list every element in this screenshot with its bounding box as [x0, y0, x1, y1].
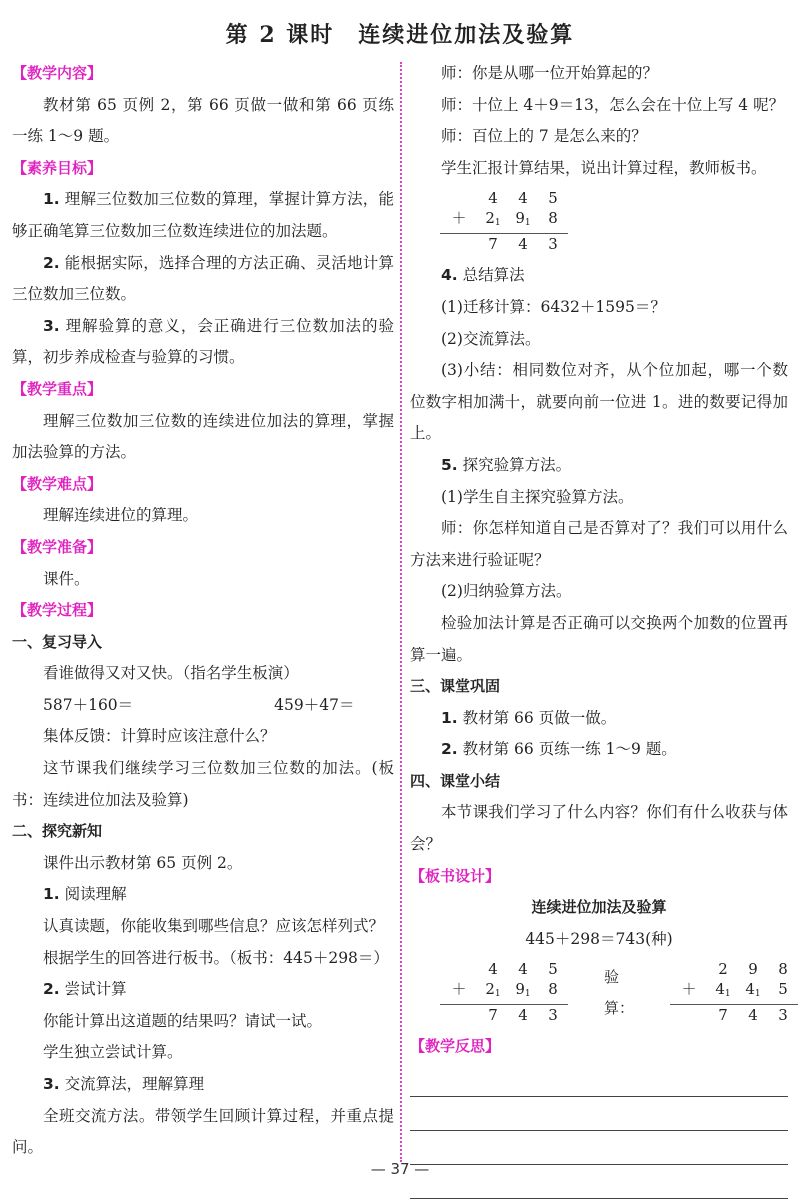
- step-number: 1.: [43, 885, 60, 904]
- goal-1: [12, 184, 394, 247]
- paragraph: 课件出示教材第 65 页例 2。: [43, 853, 243, 872]
- digit: 2: [718, 960, 728, 979]
- section-explore: 二、探究新知: [12, 822, 103, 841]
- vertical-addition: [440, 959, 568, 1025]
- exercise: 459＋47＝: [274, 695, 355, 714]
- heading-difficulties: 【教学难点】: [12, 474, 103, 493]
- heading-board-design: 【板书设计】: [410, 866, 501, 885]
- board-equation: 445＋298＝743(种): [525, 929, 673, 948]
- heading-content: 【教学内容】: [12, 64, 103, 82]
- digit: 9: [748, 960, 758, 979]
- digit: 4: [518, 189, 528, 208]
- paragraph: 理解连续进位的算理。: [43, 506, 199, 525]
- paragraph: 理解三位数加三位数的连续进位加法的算理，掌握加法验算的方法。: [12, 411, 394, 462]
- digit: 3: [778, 1006, 788, 1025]
- carry-mark: 1: [724, 989, 731, 1000]
- check-addition: [670, 959, 798, 1025]
- step-2: [12, 974, 394, 1006]
- plus-sign: ＋: [451, 209, 467, 228]
- step-number: 5.: [441, 455, 458, 474]
- right-column: [410, 58, 788, 1199]
- digit: [508, 979, 538, 1004]
- section-summary: 四、课堂小结: [410, 771, 501, 790]
- vertical-addition: [440, 188, 568, 254]
- exercise-row: [12, 690, 394, 722]
- digit: 4: [488, 189, 498, 208]
- step-text: 探究验算方法。: [457, 455, 572, 474]
- section-consolidate: 三、课堂巩固: [410, 677, 501, 696]
- digit: 5: [548, 960, 558, 979]
- step-4: [410, 260, 788, 292]
- digit: 7: [488, 235, 498, 254]
- left-column: [12, 58, 394, 1164]
- digit-value: 9: [515, 980, 525, 999]
- digit: [738, 979, 768, 1004]
- exercise: 587＋160＝: [43, 695, 134, 714]
- item-text: 教材第 66 页做一做。: [457, 708, 617, 727]
- heading-goals: 【素养目标】: [12, 158, 103, 177]
- heading-process: 【教学过程】: [12, 601, 103, 620]
- digit: 4: [518, 1006, 528, 1025]
- digit: 4: [488, 960, 498, 979]
- carry-mark: 1: [494, 989, 501, 1000]
- step-number: 4.: [441, 266, 458, 285]
- paragraph: 师：百位上的 7 是怎么来的？: [441, 127, 647, 146]
- section-review: 一、复习导入: [12, 632, 103, 651]
- page-number: — 37 —: [370, 1160, 430, 1178]
- paragraph: 师：你怎样知道自己是否算对了？我们可以用什么方法来进行验证呢？: [410, 519, 788, 569]
- digit: 7: [718, 1006, 728, 1025]
- step-text: 交流算法，理解算理: [59, 1075, 205, 1093]
- goal-number: 3.: [43, 316, 60, 335]
- step-1: [12, 879, 394, 911]
- digit: 3: [548, 1006, 558, 1025]
- paragraph: 师：十位上 4＋9＝13，怎么会在十位上写 4 呢？: [441, 95, 785, 114]
- digit: 3: [548, 235, 558, 254]
- paragraph: 师：你是从哪一位开始算起的？: [441, 64, 659, 82]
- heading-preparation: 【教学准备】: [12, 537, 103, 556]
- paragraph: 学生独立尝试计算。: [43, 1043, 183, 1062]
- page-title: 第 2 课时 连续进位加法及验算: [225, 22, 575, 48]
- digit: [708, 979, 738, 1004]
- digit: 7: [488, 1006, 498, 1025]
- reflection-line[interactable]: [410, 1097, 788, 1131]
- step-5: [410, 450, 788, 482]
- step-text: 尝试计算: [59, 980, 127, 999]
- paragraph: (3)小结：相同数位对齐，从个位加起，哪一个数位数字相加满十，就要向前一位进 1。进的数要记得加上。: [410, 361, 788, 443]
- item-text: 教材第 66 页练一练 1～9 题。: [457, 740, 677, 759]
- paragraph: 教材第 65 页例 2，第 66 页做一做和第 66 页练一练 1～9 题。: [12, 95, 394, 146]
- paragraph: 这节课我们继续学习三位数加三位数的加法。(板书：连续进位加法及验算): [12, 759, 394, 809]
- goal-text: 理解验算的意义，会正确进行三位数加法的验算，初步养成检查与验算的习惯。: [12, 316, 394, 367]
- paragraph: 学生汇报计算结果，说出计算过程，教师板书。: [441, 158, 767, 177]
- digit-value: 2: [485, 980, 495, 999]
- reflection-line[interactable]: [410, 1063, 788, 1097]
- goal-number: 2.: [43, 253, 60, 272]
- item-number: 1.: [441, 708, 458, 727]
- paragraph: 全班交流方法。带领学生回顾计算过程，并重点提问。: [12, 1106, 394, 1157]
- paragraph: 检验加法计算是否正确可以交换两个加数的位置再算一遍。: [410, 613, 788, 664]
- paragraph: 集体反馈：计算时应该注意什么？: [43, 727, 276, 746]
- digit: 8: [548, 209, 558, 228]
- item-1: [410, 703, 788, 735]
- digit-value: 9: [515, 209, 525, 228]
- paragraph: 根据学生的回答进行板书。（板书：445＋298＝）: [43, 948, 389, 967]
- check-label: 验算：: [604, 967, 635, 1018]
- digit: 5: [778, 980, 788, 999]
- digit: [508, 208, 538, 233]
- paragraph: (1)学生自主探究验算方法。: [441, 487, 634, 506]
- item-number: 2.: [441, 740, 458, 759]
- plus-sign: ＋: [681, 980, 697, 999]
- step-number: 3.: [43, 1075, 60, 1093]
- goal-text: 能根据实际，选择合理的方法正确、灵活地计算三位数加三位数。: [12, 253, 394, 304]
- step-3: [12, 1069, 394, 1101]
- digit: 8: [548, 980, 558, 999]
- paragraph: (2)交流算法。: [441, 329, 541, 348]
- goal-text: 理解三位数加三位数的算理，掌握计算方法，能够正确笔算三位数加三位数连续进位的加法题。: [12, 190, 394, 240]
- carry-mark: 1: [754, 989, 761, 1000]
- paragraph: 看谁做得又对又快。（指名学生板演）: [43, 664, 299, 683]
- heading-key-points: 【教学重点】: [12, 379, 103, 398]
- digit: 4: [518, 960, 528, 979]
- paragraph: 你能计算出这道题的结果吗？请试一试。: [43, 1011, 323, 1030]
- digit-value: 4: [715, 980, 725, 999]
- digit: 4: [748, 1006, 758, 1025]
- goal-3: [12, 311, 394, 374]
- digit-value: 4: [745, 980, 755, 999]
- digit: [478, 208, 508, 233]
- goal-number: 1.: [43, 190, 60, 209]
- step-number: 2.: [43, 980, 60, 999]
- digit: [478, 979, 508, 1004]
- step-text: 阅读理解: [59, 885, 127, 904]
- item-2: [410, 734, 788, 766]
- carry-mark: 1: [524, 218, 531, 229]
- step-text: 总结算法: [457, 266, 525, 285]
- digit-value: 2: [485, 209, 495, 228]
- column-divider: [400, 62, 402, 1162]
- heading-reflection: 【教学反思】: [410, 1037, 501, 1056]
- paragraph: (2)归纳验算方法。: [441, 582, 572, 601]
- paragraph: (1)迁移计算：6432＋1595＝？: [441, 297, 666, 316]
- goal-2: [12, 248, 394, 311]
- paragraph: 课件。: [43, 569, 90, 588]
- carry-mark: 1: [494, 218, 501, 229]
- plus-sign: ＋: [451, 980, 467, 999]
- digit: 8: [778, 960, 788, 979]
- paragraph: 认真读题，你能收集到哪些信息？应该怎样列式？: [43, 917, 385, 936]
- board-title: 连续进位加法及验算: [531, 898, 667, 917]
- paragraph: 本节课我们学习了什么内容？你们有什么收获与体会？: [410, 803, 788, 854]
- digit: 4: [518, 235, 528, 254]
- board-calculations: [410, 955, 788, 1031]
- digit: 5: [548, 189, 558, 208]
- carry-mark: 1: [524, 989, 531, 1000]
